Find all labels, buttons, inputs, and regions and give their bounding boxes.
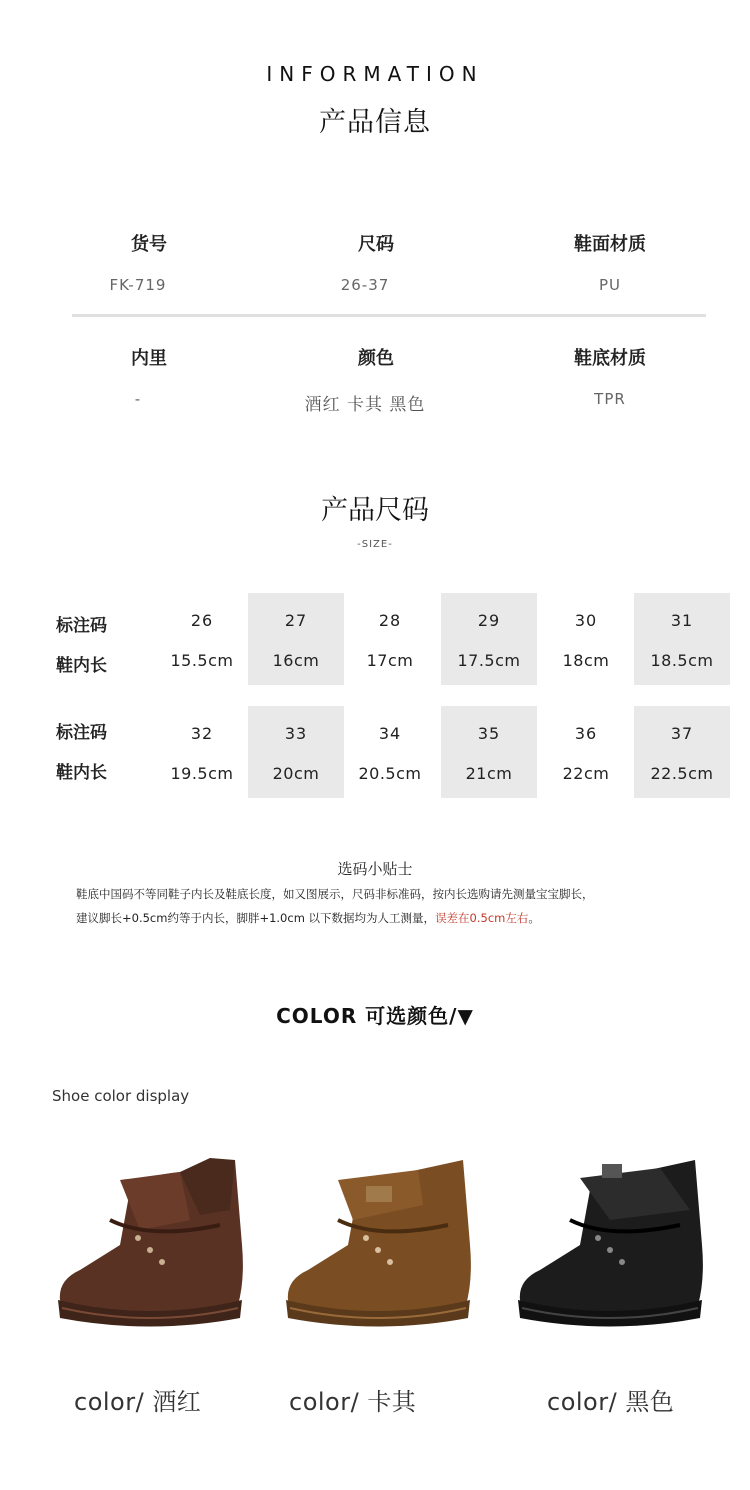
tips-line-1: 鞋底中国码不等同鞋子内长及鞋底长度，如又图展示，尺码非标准码，按内长选购请先测量宝宝脚长， — [76, 887, 594, 901]
size-code: 30 — [574, 611, 598, 630]
size-length: 16cm — [272, 651, 320, 670]
size-column — [634, 593, 730, 685]
info-value: 酒红 卡其 黑色 — [304, 395, 426, 415]
size-column — [248, 593, 344, 685]
shoe-image-khaki — [278, 1150, 478, 1340]
tips-line-2 — [76, 910, 736, 926]
size-column — [248, 706, 344, 798]
tips-line-2-end: 。 — [528, 911, 540, 925]
size-code: 29 — [477, 611, 501, 630]
size-length: 20.5cm — [358, 764, 422, 783]
color-label-khaki: color/ 卡其 — [289, 1388, 417, 1416]
size-column — [154, 593, 250, 685]
info-value: - — [134, 390, 142, 408]
size-code: 26 — [190, 611, 214, 630]
info-cell-sole-material — [510, 344, 710, 408]
boot-icon — [50, 1150, 250, 1340]
row-label-code: 标注码 — [56, 723, 107, 743]
info-value: TPR — [594, 390, 626, 408]
size-code: 28 — [378, 611, 402, 630]
info-divider — [72, 314, 706, 317]
size-length: 21cm — [465, 764, 513, 783]
size-length: 17cm — [366, 651, 414, 670]
information-title-cn: 产品信息 — [319, 107, 431, 138]
size-length: 22.5cm — [650, 764, 714, 783]
information-title-en: INFORMATION — [266, 62, 484, 86]
info-label: 颜色 — [358, 348, 394, 369]
size-code: 35 — [477, 724, 501, 743]
size-column — [538, 706, 634, 798]
size-code: 33 — [284, 724, 308, 743]
tips-title: 选码小贴士 — [337, 860, 413, 878]
size-code: 36 — [574, 724, 598, 743]
size-length: 18cm — [562, 651, 610, 670]
info-row — [72, 344, 706, 424]
info-cell-upper-material — [510, 230, 710, 294]
info-label: 尺码 — [358, 234, 394, 255]
tips-line-2-text: 建议脚长+0.5cm约等于内长，脚胖+1.0cm 以下数据均为人工测量， — [76, 911, 436, 925]
color-section-title: COLOR 可选颜色/▼ — [276, 1004, 474, 1028]
info-cell-lining — [38, 344, 238, 408]
size-column — [441, 593, 537, 685]
tips-error-note: 误差在0.5cm左右 — [435, 911, 529, 925]
size-column — [342, 593, 438, 685]
info-value: PU — [598, 276, 622, 294]
shoe-display-label: Shoe color display — [52, 1087, 190, 1105]
info-value: 26-37 — [340, 276, 390, 294]
size-column — [154, 706, 250, 798]
size-column — [538, 593, 634, 685]
size-code: 32 — [190, 724, 214, 743]
info-row — [72, 230, 706, 310]
info-label: 鞋面材质 — [574, 234, 646, 255]
size-column — [441, 706, 537, 798]
size-title-cn: 产品尺码 — [321, 495, 429, 526]
size-column — [634, 706, 730, 798]
size-length: 18.5cm — [650, 651, 714, 670]
info-label: 鞋底材质 — [574, 348, 646, 369]
color-label-black: color/ 黑色 — [547, 1388, 675, 1416]
info-cell-item-number — [38, 230, 238, 294]
size-length: 22cm — [562, 764, 610, 783]
shoe-image-black — [510, 1150, 710, 1340]
size-code: 31 — [670, 611, 694, 630]
size-column — [342, 706, 438, 798]
size-length: 17.5cm — [457, 651, 521, 670]
info-label: 内里 — [131, 348, 167, 369]
size-length: 20cm — [272, 764, 320, 783]
size-code: 27 — [284, 611, 308, 630]
shoe-image-wine-red — [50, 1150, 250, 1340]
size-length: 19.5cm — [170, 764, 234, 783]
size-table-block — [0, 706, 750, 798]
boot-icon — [510, 1150, 710, 1340]
color-label-wine-red: color/ 酒红 — [74, 1388, 202, 1416]
size-length: 15.5cm — [170, 651, 234, 670]
size-table-block — [0, 593, 750, 685]
row-label-code: 标注码 — [56, 616, 107, 636]
size-row-labels — [56, 611, 107, 691]
info-cell-color — [265, 344, 465, 415]
size-title-en: -SIZE- — [357, 539, 393, 550]
boot-icon — [278, 1150, 478, 1340]
info-cell-size — [265, 230, 465, 294]
size-row-labels — [56, 718, 107, 798]
row-label-length: 鞋内长 — [56, 763, 107, 783]
size-code: 37 — [670, 724, 694, 743]
size-code: 34 — [378, 724, 402, 743]
info-label: 货号 — [131, 234, 167, 255]
info-value: FK-719 — [109, 276, 167, 294]
row-label-length: 鞋内长 — [56, 656, 107, 676]
